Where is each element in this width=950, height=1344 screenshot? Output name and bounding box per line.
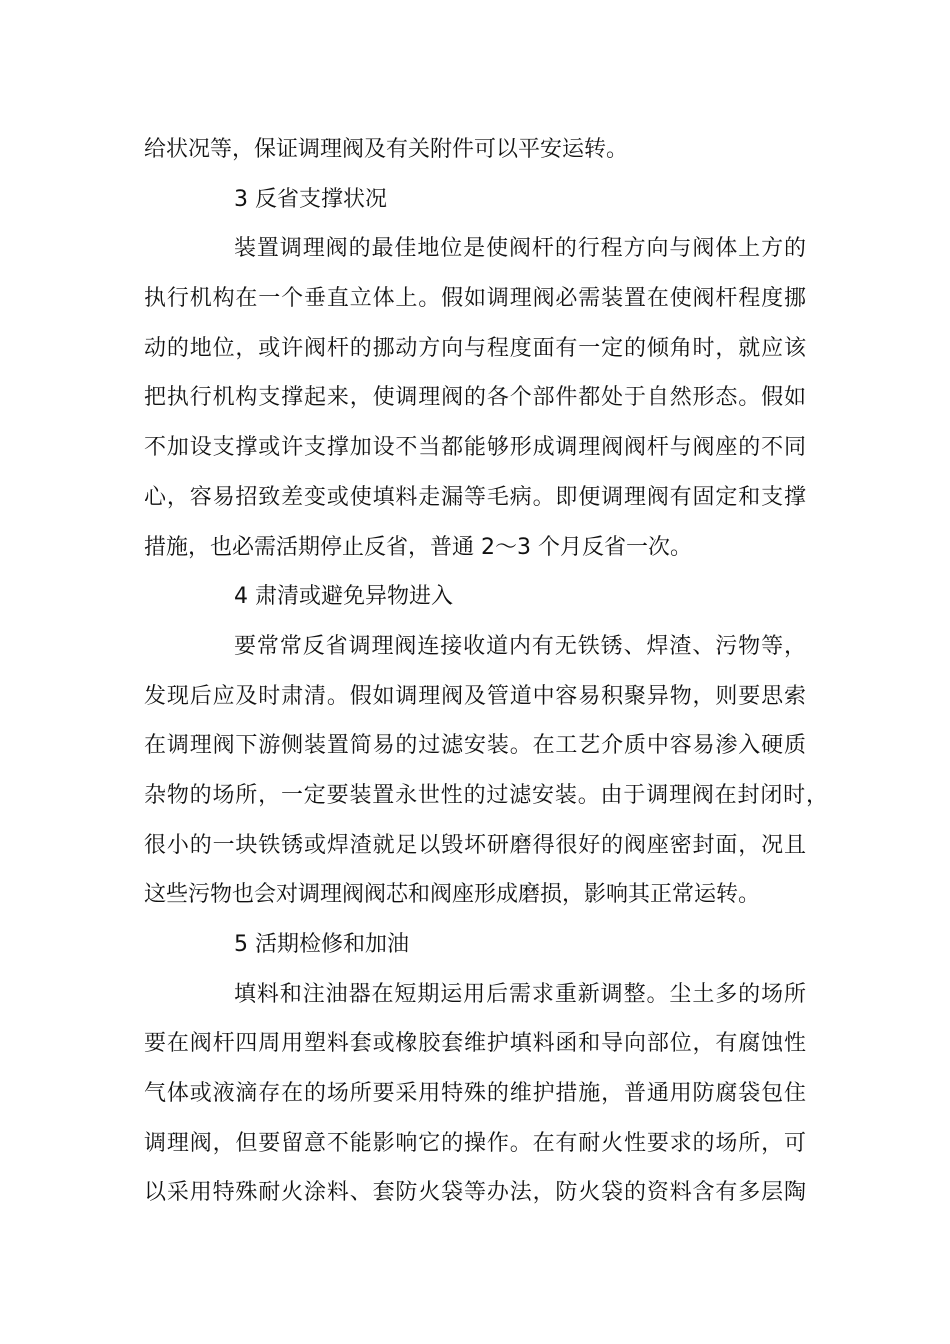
text-line: 装置调理阀的最佳地位是使阀杆的行程方向与阀体上方的 bbox=[234, 236, 806, 262]
text-line: 把执行机构支撑起来，使调理阀的各个部件都处于自然形态。假如 bbox=[144, 385, 806, 411]
text-line: 填料和注油器在短期运用后需求重新调整。尘土多的场所 bbox=[234, 981, 806, 1007]
text-line: 气体或液滴存在的场所要采用特殊的维护措施，普通用防腐袋包住 bbox=[144, 1081, 806, 1107]
text-line: 发现后应及时肃清。假如调理阀及管道中容易积聚异物，则要思索 bbox=[144, 683, 806, 709]
text-line: 在调理阀下游侧装置简易的过滤安装。在工艺介质中容易渗入硬质 bbox=[144, 733, 806, 759]
text-line: 这些污物也会对调理阀阀芯和阀座形成磨损，影响其正常运转。 bbox=[144, 882, 761, 908]
text-line: 很小的一块铁锈或焊渣就足以毁坏研磨得很好的阀座密封面，况且 bbox=[144, 832, 806, 858]
document-page bbox=[144, 125, 828, 1218]
text-line: 要常常反省调理阀连接收道内有无铁锈、焊渣、污物等， bbox=[234, 633, 806, 659]
section-heading: 4 肃清或避免异物进入 bbox=[234, 584, 453, 610]
text-line: 不加设支撑或许支撑加设不当都能够形成调理阀阀杆与阀座的不同 bbox=[144, 435, 806, 461]
text-line: 执行机构在一个垂直立体上。假如调理阀必需装置在使阀杆程度挪 bbox=[144, 286, 806, 312]
text-line: 要在阀杆四周用塑料套或橡胶套维护填料函和导向部位，有腐蚀性 bbox=[144, 1031, 806, 1057]
text-line: 调理阀，但要留意不能影响它的操作。在有耐火性要求的场所，可 bbox=[144, 1130, 806, 1156]
section-heading: 5 活期检修和加油 bbox=[234, 932, 409, 957]
text-line: 杂物的场所，一定要装置永世性的过滤安装。由于调理阀在封闭时， bbox=[144, 782, 828, 808]
text-line: 给状况等，保证调理阀及有关附件可以平安运转。 bbox=[144, 137, 629, 162]
text-line: 动的地位，或许阀杆的挪动方向与程度面有一定的倾角时，就应该 bbox=[144, 335, 806, 361]
text-line: 以采用特殊耐火涂料、套防火袋等办法，防火袋的资料含有多层陶 bbox=[144, 1180, 806, 1206]
section-heading: 3 反省支撑状况 bbox=[234, 186, 387, 212]
text-line: 心，容易招致差变或使填料走漏等毛病。即便调理阀有固定和支撑 bbox=[144, 484, 806, 510]
text-line: 措施，也必需活期停止反省，普通 2～3 个月反省一次。 bbox=[144, 534, 692, 560]
